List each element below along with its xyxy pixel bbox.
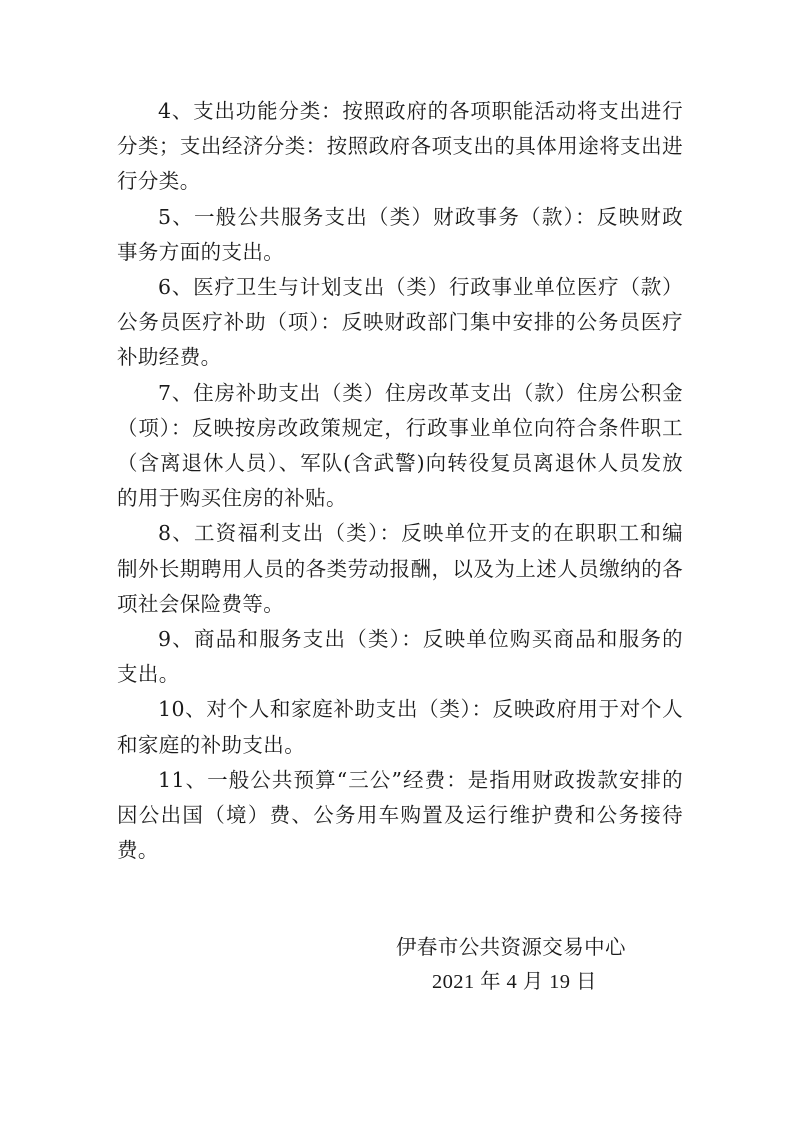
- paragraph-item-10: 10、对个人和家庭补助支出（类）：反映政府用于对个人和家庭的补助支出。: [117, 697, 683, 757]
- paragraph-item-8: 8、工资福利支出（类）：反映单位开支的在职职工和编制外长期聘用人员的各类劳动报酬，以及为上述人员缴纳的各项社会保险费等。: [117, 521, 683, 616]
- paragraph-item-11: 11、一般公共预算“三公”经费：是指用财政拨款安排的因公出国（境）费、公务用车购置及运行维护费和公务接待费。: [117, 767, 683, 863]
- signature-date: 2021 年 4 月 19 日: [432, 971, 597, 993]
- paragraph-item-6: 6、医疗卫生与计划支出（类）行政事业单位医疗（款）公务员医疗补助（项）：反映财政部门集中安排的公务员医疗补助经费。: [117, 275, 683, 370]
- paragraph-item-7: 7、住房补助支出（类）住房改革支出（款）住房公积金（项）：反映按房改政策规定，行政事业单位向符合条件职工（含离退休人员）、军队(含武警)向转役复员离退休人员发放的用于购买住房的补贴。: [117, 380, 683, 511]
- paragraph-item-4: 4、支出功能分类：按照政府的各项职能活动将支出进行分类；支出经济分类：按照政府各项支出的具体用途将支出进行分类。: [117, 99, 683, 194]
- signature-organization: 伊春市公共资源交易中心: [396, 935, 626, 959]
- document-body: [117, 94, 683, 868]
- signature-block: [380, 930, 680, 1000]
- paragraph-item-5: 5、一般公共服务支出（类）财政事务（款）：反映财政事务方面的支出。: [117, 204, 683, 264]
- paragraph-item-9: 9、商品和服务支出（类）：反映单位购买商品和服务的支出。: [117, 627, 683, 687]
